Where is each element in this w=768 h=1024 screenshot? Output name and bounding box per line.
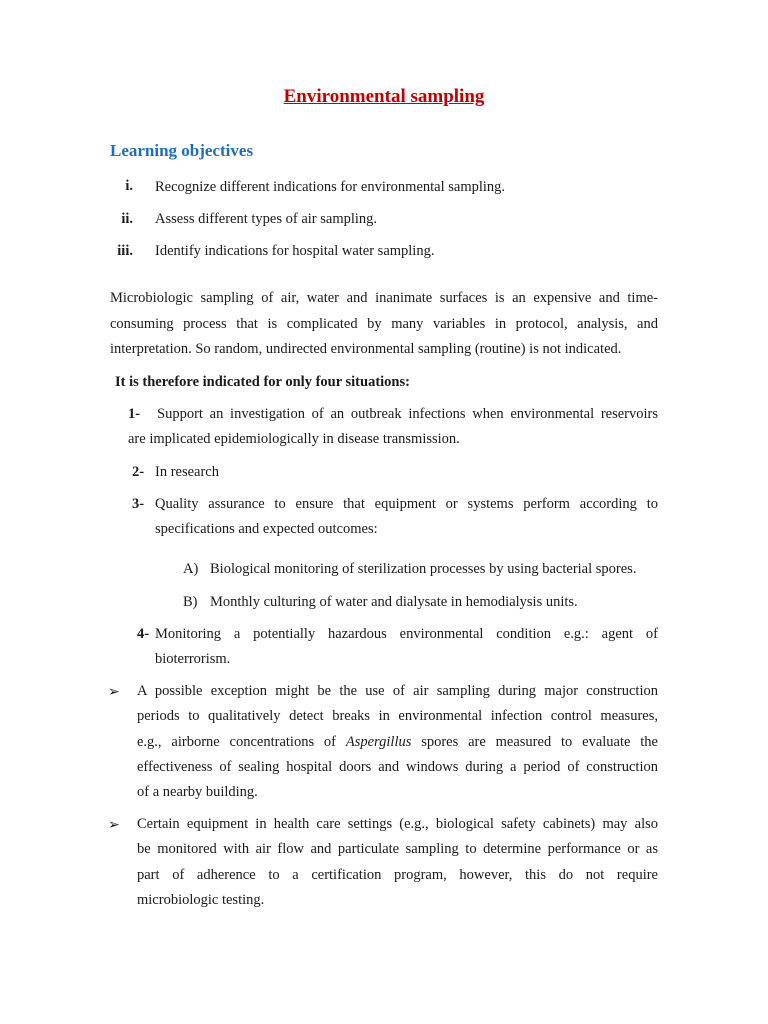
bullet-paragraph (137, 812, 658, 913)
bullet-text: spores are measured to evaluate the (411, 733, 658, 750)
situation-line: specifications and expected outcomes: (155, 521, 378, 537)
bullet-line: of a nearby building. (137, 784, 258, 801)
situations-heading: It is therefore indicated for only four situations: (115, 374, 410, 390)
bullet-line (137, 730, 658, 755)
objective-marker: i. (125, 178, 133, 194)
bullet-text: e.g., airborne concentrations of (137, 733, 346, 750)
bullet-paragraph (137, 679, 658, 805)
bullet-line: microbiologic testing. (137, 891, 265, 908)
subitem-marker: A) (183, 561, 199, 577)
objective-text: Assess different types of air sampling. (155, 211, 378, 227)
objective-marker: iii. (117, 243, 133, 259)
situation-text (155, 626, 658, 643)
intro-line: consuming process that is complicated by many variables in protocol, analysis, and (110, 315, 658, 332)
learning-objectives-heading: Learning objectives (110, 141, 254, 160)
subitem-marker: B) (183, 594, 198, 610)
intro-line: interpretation. So random, undirected environmental sampling (routine) is not indicated. (110, 341, 622, 357)
bullet-line: A possible exception might be the use of air sampling during major construction (137, 683, 658, 699)
objective-text: Identify indications for hospital water sampling. (155, 243, 435, 259)
bullet-line: be monitored with air flow and particulate sampling to determine performance or as (137, 841, 658, 858)
bullet-line: Certain equipment in health care settings (e.g., biological safety cabinets) may also (137, 816, 658, 832)
bullet-line: periods to qualitatively detect breaks in environmental infection control measures, (137, 708, 658, 725)
situation-text (155, 496, 658, 513)
situation-line: Support an investigation of an outbreak infections when environmental reservoirs (157, 406, 658, 422)
objective-marker: ii. (121, 211, 133, 227)
italic-term: Aspergillus (345, 733, 412, 750)
situation-line: Quality assurance to ensure that equipment or systems perform according to (155, 496, 658, 512)
situation-text: In research (155, 464, 219, 480)
bullet-line: effectiveness of sealing hospital doors and windows during a period of construction (137, 758, 658, 775)
arrow-bullet-icon: ➢ (108, 685, 120, 700)
situation-line: Monitoring a potentially hazardous environmental condition e.g.: agent of (155, 626, 658, 642)
situation-line: are implicated epidemiologically in disease transmission. (128, 431, 460, 447)
situation-marker: 2- (132, 464, 145, 480)
objective-text: Recognize different indications for environmental sampling. (155, 179, 506, 195)
situation-marker: 1- (128, 406, 141, 422)
intro-paragraph (110, 286, 658, 363)
intro-line: Microbiologic sampling of air, water and inanimate surfaces is an expensive and time- (110, 290, 658, 306)
situation-line: bioterrorism. (155, 651, 231, 667)
subitem-text: Monthly culturing of water and dialysate in hemodialysis units. (210, 594, 578, 610)
situation-text (157, 406, 658, 423)
subitem-text: Biological monitoring of sterilization processes by using bacterial spores. (210, 561, 637, 577)
page-title: Environmental sampling (283, 86, 485, 107)
arrow-bullet-icon: ➢ (108, 818, 120, 833)
bullet-line: part of adherence to a certification program, however, this do not require (137, 866, 658, 883)
situation-marker: 4- (137, 626, 150, 642)
situation-marker: 3- (132, 496, 145, 512)
